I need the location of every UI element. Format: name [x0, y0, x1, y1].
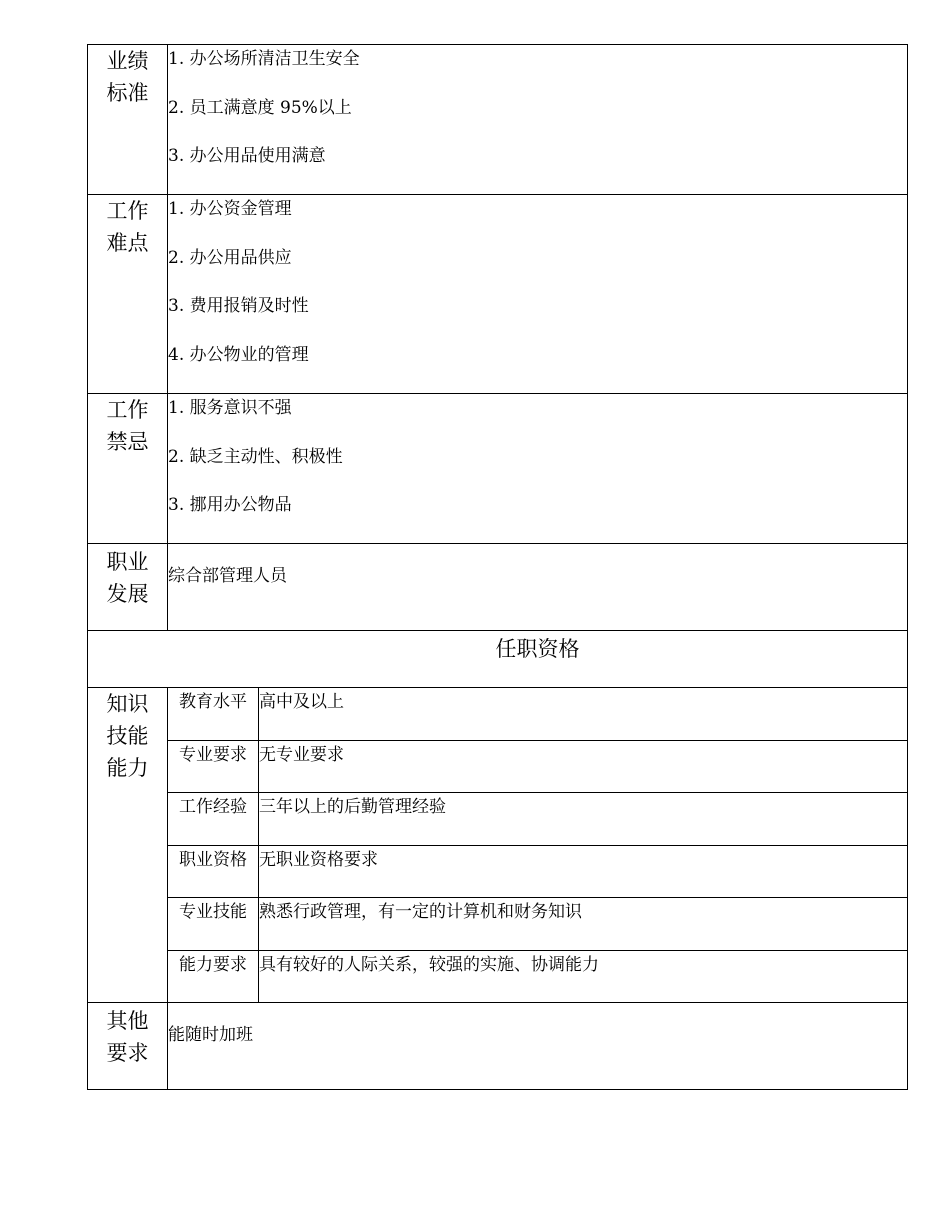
- difficulty-item: 3. 费用报销及时性: [168, 296, 309, 316]
- qualifications-header: 任职资格: [88, 631, 908, 688]
- difficulties-label-line2: 难点: [106, 231, 149, 255]
- career-row: [88, 544, 908, 631]
- knowledge-label-line1: 知识: [106, 692, 149, 716]
- knowledge-label-line3: 能力: [106, 756, 149, 780]
- knowledge-label: [88, 688, 168, 1003]
- knowledge-key: 专业要求: [168, 740, 259, 793]
- taboos-label: [88, 394, 168, 544]
- knowledge-row: [88, 793, 908, 846]
- other-label: [88, 1003, 168, 1090]
- performance-item: 2. 员工满意度 95%以上: [168, 97, 352, 118]
- knowledge-row: [88, 950, 908, 1003]
- other-label-line1: 其他: [106, 1009, 149, 1033]
- difficulties-row: [88, 195, 908, 394]
- performance-label: [88, 45, 168, 195]
- knowledge-value: 熟悉行政管理，有一定的计算机和财务知识: [259, 898, 908, 951]
- taboo-item: 1. 服务意识不强: [168, 398, 292, 418]
- other-label-line2: 要求: [106, 1041, 149, 1065]
- qualifications-row: [88, 631, 908, 688]
- other-value: 能随时加班: [168, 1025, 253, 1045]
- career-label-line1: 职业: [106, 550, 149, 574]
- career-content: [168, 544, 908, 631]
- knowledge-key: 教育水平: [168, 688, 259, 741]
- difficulties-label-line1: 工作: [106, 199, 149, 223]
- knowledge-key: 专业技能: [168, 898, 259, 951]
- career-value: 综合部管理人员: [168, 566, 287, 586]
- taboos-row: [88, 394, 908, 544]
- knowledge-row: [88, 845, 908, 898]
- difficulty-item: 2. 办公用品供应: [168, 247, 292, 268]
- knowledge-value: 三年以上的后勤管理经验: [259, 793, 908, 846]
- job-spec-table: [87, 44, 908, 1090]
- performance-label-line2: 标准: [106, 81, 149, 105]
- taboos-label-line2: 禁忌: [106, 430, 149, 454]
- knowledge-row: [88, 740, 908, 793]
- performance-label-line1: 业绩: [106, 49, 149, 73]
- performance-item: 1. 办公场所清洁卫生安全: [168, 49, 360, 69]
- other-content: [168, 1003, 908, 1090]
- difficulties-label: [88, 195, 168, 394]
- taboo-item: 3. 挪用办公物品: [168, 495, 292, 515]
- taboo-item: 2. 缺乏主动性、积极性: [168, 446, 343, 467]
- knowledge-row: [88, 898, 908, 951]
- knowledge-value: 具有较好的人际关系，较强的实施、协调能力: [259, 950, 908, 1003]
- difficulty-item: 1. 办公资金管理: [168, 199, 292, 219]
- knowledge-key: 工作经验: [168, 793, 259, 846]
- career-label: [88, 544, 168, 631]
- taboos-content: [168, 394, 908, 544]
- taboos-label-line1: 工作: [106, 398, 149, 422]
- difficulties-content: [168, 195, 908, 394]
- knowledge-value: 无职业资格要求: [259, 845, 908, 898]
- knowledge-value: 高中及以上: [259, 688, 908, 741]
- other-row: [88, 1003, 908, 1090]
- knowledge-key: 能力要求: [168, 950, 259, 1003]
- knowledge-label-line2: 技能: [106, 724, 149, 748]
- performance-content: [168, 45, 908, 195]
- knowledge-value: 无专业要求: [259, 740, 908, 793]
- career-label-line2: 发展: [106, 582, 149, 606]
- performance-row: [88, 45, 908, 195]
- performance-item: 3. 办公用品使用满意: [168, 146, 326, 166]
- knowledge-key: 职业资格: [168, 845, 259, 898]
- knowledge-row: [88, 688, 908, 741]
- difficulty-item: 4. 办公物业的管理: [168, 344, 309, 365]
